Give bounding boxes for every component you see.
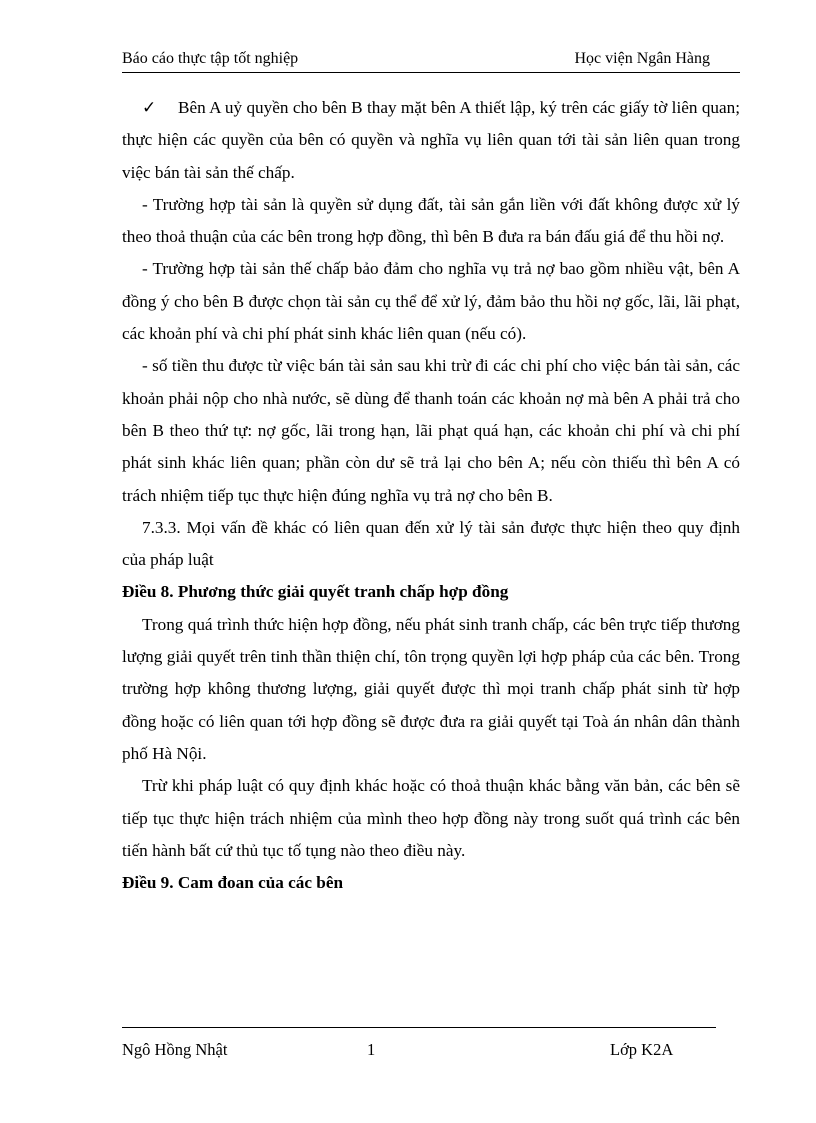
checkmark-icon: ✓: [142, 98, 157, 117]
page-header: [122, 48, 740, 73]
paragraph-multiple-assets: - Trường hợp tài sản thế chấp bảo đảm cho nghĩa vụ trả nợ bao gồm nhiều vật, bên A đồng ý cho bên B được chọn tài sản cụ thể để xử lý, đảm bảo thu hồi nợ gốc, lãi, lãi phạt, các khoản phí và chi phí phát sinh khác liên quan (nếu có).: [122, 259, 740, 344]
document-body: [122, 92, 740, 899]
paragraph-proceeds: - số tiền thu được từ việc bán tài sản sau khi trừ đi các chi phí cho việc bán tài sản, các khoản phải nộp cho nhà nước, sẽ dùng để thanh toán các khoản nợ mà bên A phải trả cho bên B theo thứ tự: nợ gốc, lãi trong hạn, lãi phạt quá hạn, các khoản chi phí và chi phí phát sinh khác liên quan; phần còn dư sẽ trả lại cho bên A; nếu còn thiếu thì bên A có trách nhiệm tiếp tục thực hiện đúng nghĩa vụ trả nợ cho bên B.: [122, 356, 740, 505]
paragraph-7-3-3: 7.3.3. Mọi vấn đề khác có liên quan đến xử lý tài sản được thực hiện theo quy định của pháp luật: [122, 517, 740, 570]
paragraph-authorization-text: Bên A uỷ quyền cho bên B thay mặt bên A thiết lập, ký trên các giấy tờ liên quan; thực hiện các quyền của bên có quyền và nghĩa vụ liên quan tới tài sản liên quan trong việc bán tài sản thế chấp.: [122, 98, 740, 182]
heading-article-8: Điều 8. Phương thức giải quyết tranh chấp hợp đồng: [122, 582, 509, 602]
footer-divider: [122, 1027, 716, 1028]
heading-article-9: Điều 9. Cam đoan của các bên: [122, 873, 344, 893]
paragraph-continued-obligations: Trừ khi pháp luật có quy định khác hoặc có thoả thuận khác bằng văn bản, các bên sẽ tiếp tục thực hiện trách nhiệm của mình theo hợp đồng này trong suốt quá trình các bên tiến hành bất cứ thủ tục tố tụng nào theo điều này.: [122, 776, 740, 860]
footer-class: Lớp K2A: [610, 1040, 674, 1059]
paragraph-dispute-resolution: Trong quá trình thức hiện hợp đồng, nếu phát sinh tranh chấp, các bên trực tiếp thương lượng giải quyết trên tinh thần thiện chí, tôn trọng quyền lợi hợp pháp của các bên. Trong trường hợp không thương lượng, giải quyết được thì mọi tranh chấp phát sinh từ hợp đồng hoặc có liên quan tới hợp đồng sẽ được đưa ra giải quyết tại Toà án nhân dân thành phố Hà Nội.: [122, 614, 740, 763]
paragraph-authorization: [122, 92, 740, 189]
header-institution: Học viện Ngân Hàng: [574, 50, 710, 67]
header-report-title: Báo cáo thực tập tốt nghiệp: [122, 50, 299, 67]
footer-page-number: 1: [367, 1040, 376, 1059]
paragraph-land-auction: - Trường hợp tài sản là quyền sử dụng đất, tài sản gắn liền với đất không được xử lý theo thoả thuận của các bên trong hợp đồng, thì bên B đưa ra bán đấu giá để thu hồi nợ.: [122, 194, 740, 247]
footer-author: Ngô Hồng Nhật: [122, 1040, 228, 1059]
